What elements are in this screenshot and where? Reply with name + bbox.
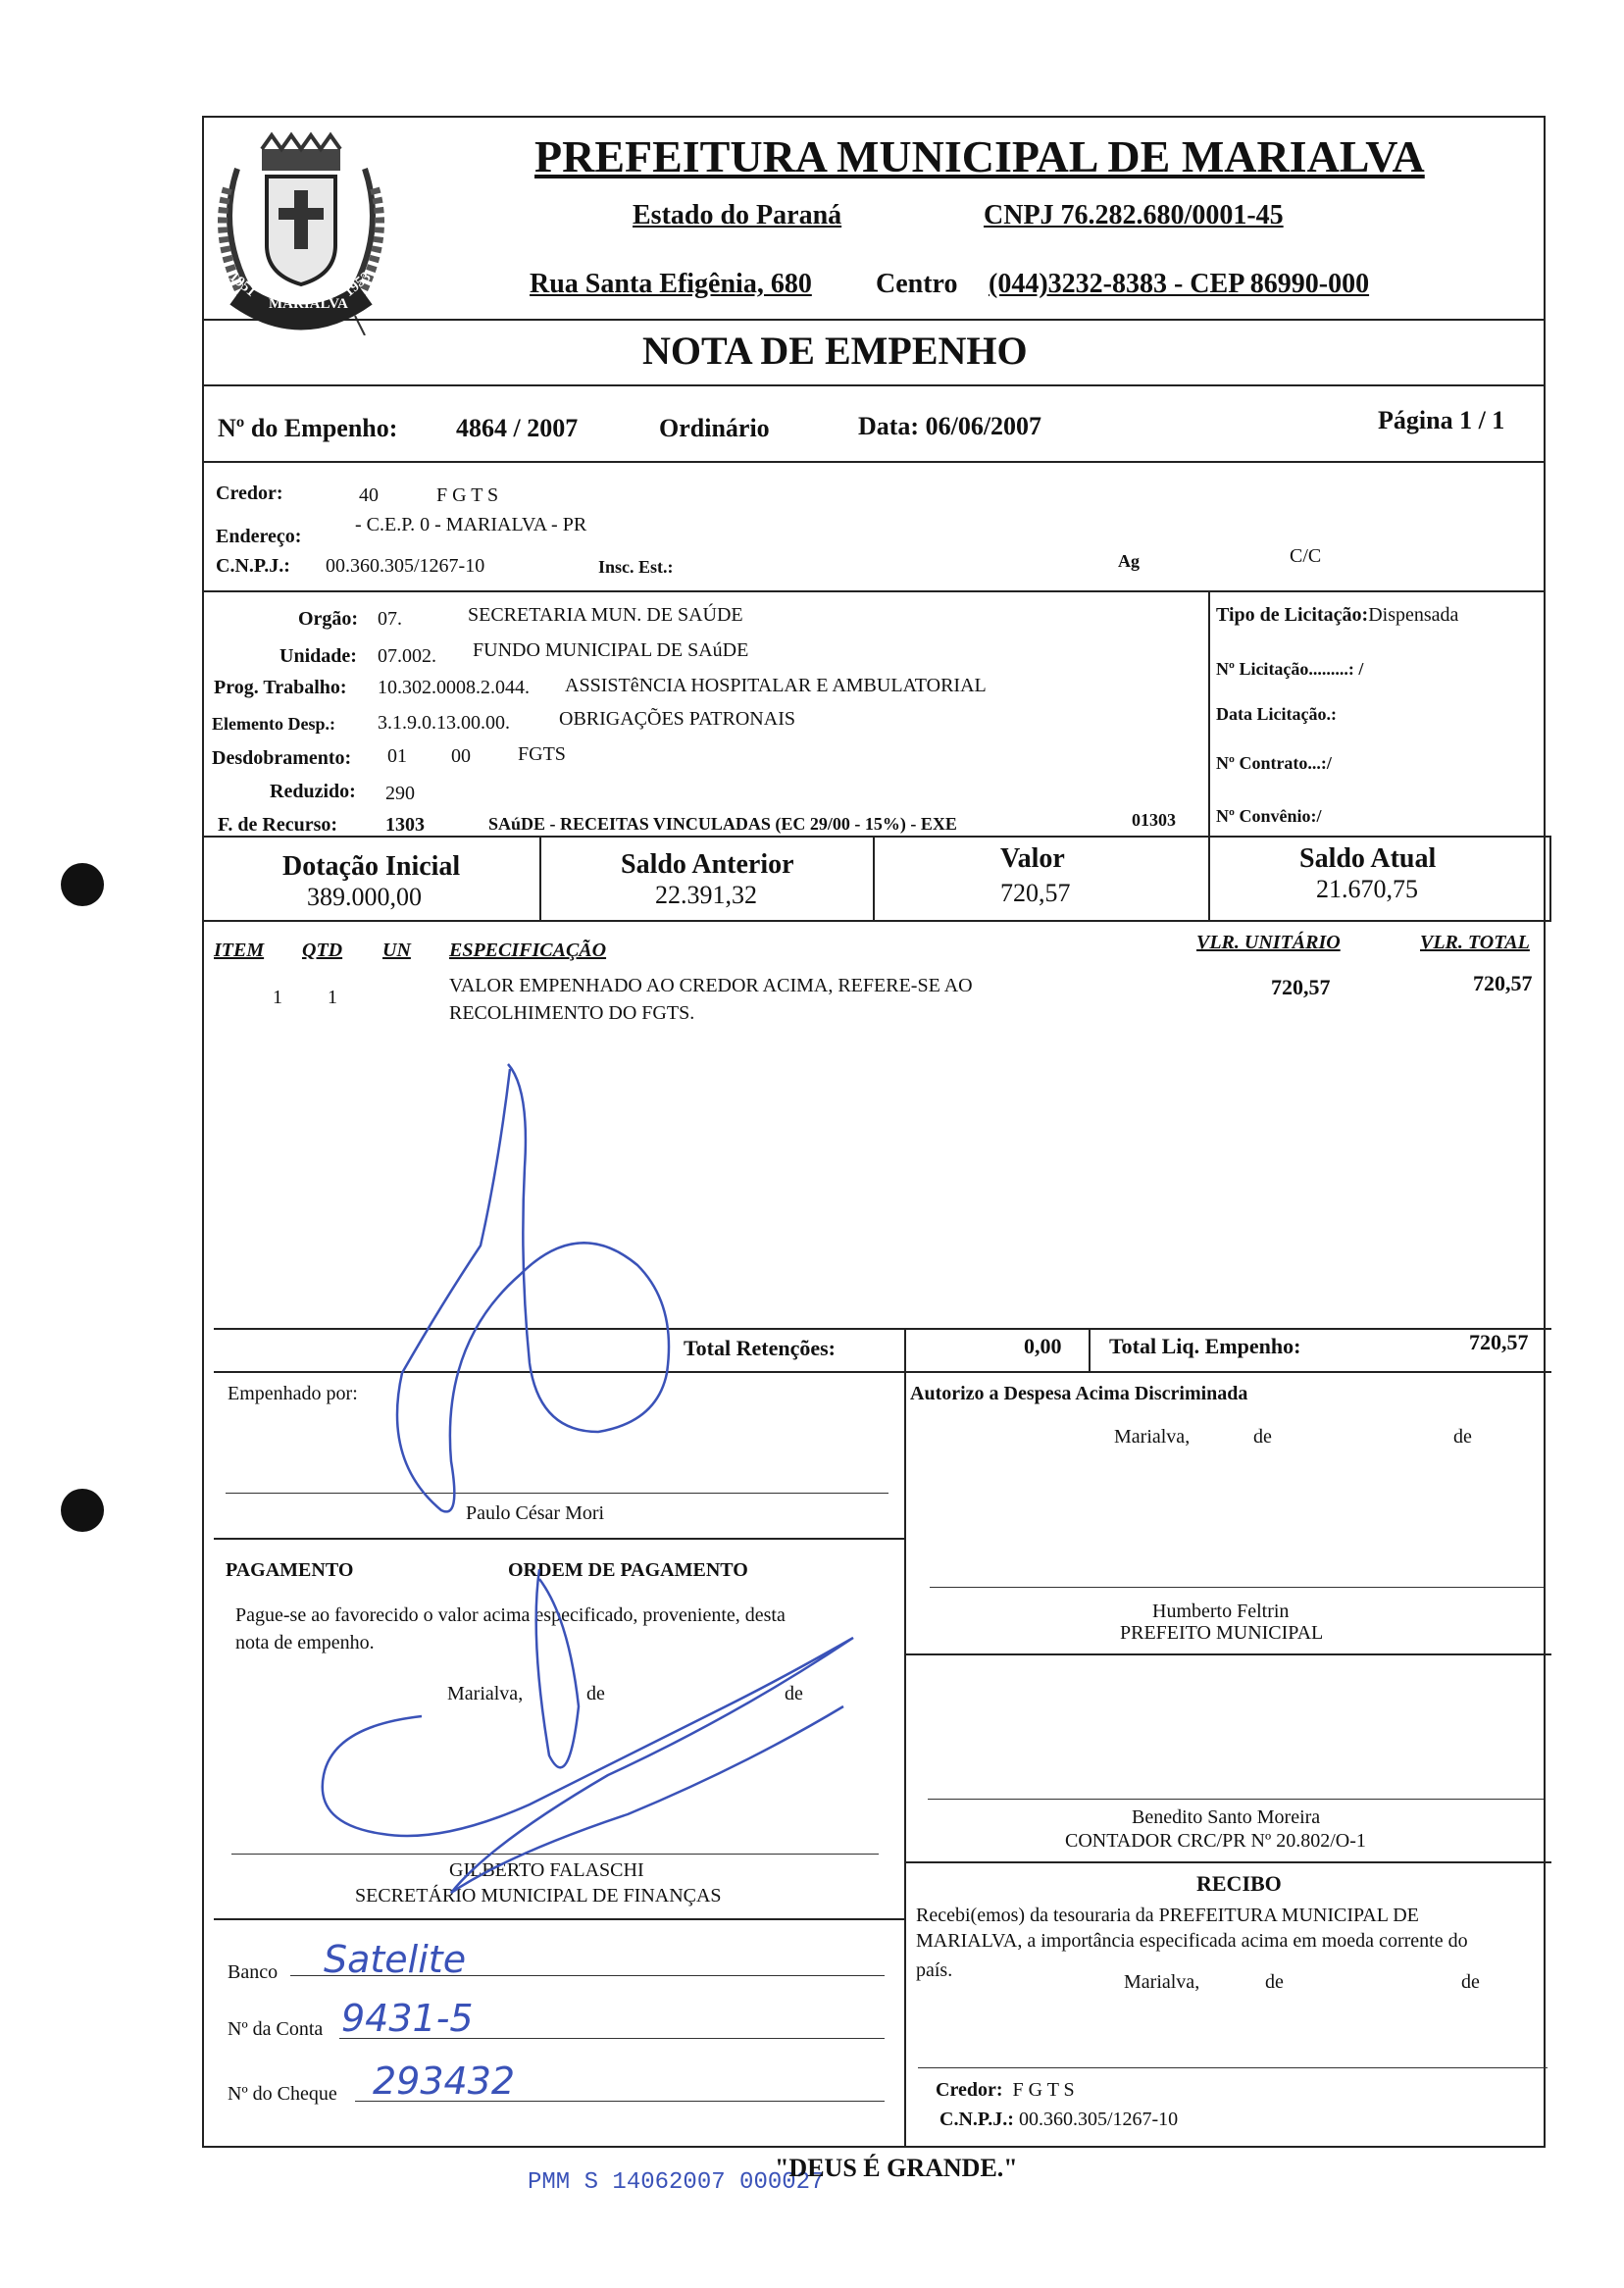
pagamento-de1: de (586, 1683, 605, 1704)
items-header-total: VLR. TOTAL (1420, 932, 1530, 953)
insc-est-label: Insc. Est.: (598, 557, 674, 577)
autorizo-city: Marialva, (1114, 1426, 1191, 1448)
desdobramento-name: FGTS (518, 743, 566, 765)
divider (355, 2101, 885, 2102)
items-header-qtd: QTD (302, 940, 343, 961)
empenhado-por-name: Paulo César Mori (466, 1502, 605, 1524)
licitacao-number: Nº Licitação.........: / (1216, 659, 1364, 679)
cnpj-label: CNPJ 76.282.680/0001-45 (984, 200, 1284, 230)
divider (339, 2038, 885, 2039)
dotacao-inicial-label: Dotação Inicial (282, 851, 461, 882)
empenho-type: Ordinário (659, 414, 770, 442)
divider (202, 461, 1544, 463)
divider (1208, 836, 1210, 920)
punch-hole-top (61, 863, 104, 906)
recurso-label: F. de Recurso: (218, 814, 338, 836)
district-label: Centro (876, 269, 958, 299)
divider (1549, 836, 1551, 920)
ordem-pagamento-label: ORDEM DE PAGAMENTO (508, 1559, 748, 1581)
secretario-name: GILBERTO FALASCHI (449, 1859, 644, 1881)
divider (904, 1861, 1551, 1863)
unidade-code: 07.002. (378, 645, 436, 667)
cheque-label: Nº do Cheque (228, 2083, 337, 2105)
empenho-date: Data: 06/06/2007 (858, 412, 1042, 440)
credor-code: 40 (359, 484, 379, 506)
recibo-de2: de (1461, 1971, 1480, 1993)
prog-trabalho-name: ASSISTêNCIA HOSPITALAR E AMBULATORIAL (565, 675, 987, 696)
valor-label: Valor (1000, 843, 1065, 874)
divider (214, 1538, 904, 1540)
protocol-stamp: PMM S 14062007 000027 (528, 2169, 825, 2196)
unidade-label: Unidade: (279, 645, 357, 667)
recibo-text-line1: Recebi(emos) da tesouraria da PREFEITURA MUNICIPAL DE (916, 1905, 1419, 1926)
items-header-un: UN (382, 940, 411, 961)
convenio-number: Nº Convênio:/ (1216, 806, 1322, 826)
item-total-value: 720,57 (1473, 971, 1533, 995)
recibo-text-line3: país. (916, 1959, 953, 1981)
municipal-crest (208, 129, 394, 335)
divider (930, 1587, 1544, 1588)
signature-secretario (314, 1559, 863, 1912)
signature-prefeito (382, 1049, 696, 1530)
banco-value: Satelite (324, 1938, 467, 1981)
orgao-code: 07. (378, 608, 402, 630)
divider (290, 1975, 885, 1976)
unidade-name: FUNDO MUNICIPAL DE SAúDE (473, 639, 749, 661)
tipo-licitacao-label: Tipo de Licitação: (1216, 604, 1369, 626)
credor-label: Credor: (216, 483, 283, 504)
contador-title: CONTADOR CRC/PR Nº 20.802/O-1 (1065, 1830, 1366, 1852)
document-title: NOTA DE EMPENHO (642, 329, 1028, 373)
contrato-number: Nº Contrato...:/ (1216, 753, 1332, 773)
pagamento-label: PAGAMENTO (226, 1559, 354, 1581)
divider (904, 1328, 906, 1371)
divider (918, 2067, 1548, 2068)
phone-cep-label: (044)3232-8383 - CEP 86990-000 (989, 269, 1370, 299)
items-header-espec: ESPECIFICAÇÃO (449, 940, 607, 961)
state-label: Estado do Paraná (633, 200, 842, 230)
tipo-licitacao-value: Dispensada (1368, 604, 1459, 626)
orgao-label: Orgão: (298, 608, 359, 630)
divider (1208, 590, 1210, 836)
banco-label: Banco (228, 1961, 279, 1983)
divider (202, 836, 1551, 838)
recibo-de1: de (1265, 1971, 1284, 1993)
dotacao-inicial-value: 389.000,00 (307, 883, 422, 911)
recurso-code: 1303 (385, 814, 425, 836)
crest-year-right: 1953 (341, 269, 375, 300)
divider (928, 1799, 1544, 1800)
pagamento-city: Marialva, (447, 1683, 524, 1704)
empenhado-por-label: Empenhado por: (228, 1383, 358, 1404)
empenho-number: 4864 / 2007 (456, 414, 579, 442)
autorizo-label: Autorizo a Despesa Acima Discriminada (910, 1383, 1248, 1404)
desdobramento-a: 01 (387, 745, 407, 767)
item-unit-value: 720,57 (1271, 975, 1331, 999)
recibo-cnpj-value: 00.360.305/1267-10 (1018, 2109, 1179, 2130)
conta-value: 9431-5 (341, 1997, 474, 2040)
municipality-title: PREFEITURA MUNICIPAL DE MARIALVA (534, 131, 1425, 181)
endereco-label: Endereço: (216, 526, 302, 547)
item-qtd: 1 (328, 987, 337, 1008)
autorizo-de2: de (1453, 1426, 1472, 1448)
secretario-title: SECRETÁRIO MUNICIPAL DE FINANÇAS (355, 1885, 722, 1907)
pagamento-text-line1: Pague-se ao favorecido o valor acima especificado, proveniente, desta (235, 1604, 786, 1626)
saldo-atual-label: Saldo Atual (1299, 843, 1437, 874)
item-number: 1 (273, 987, 282, 1008)
crest-name: MARIALVA (269, 296, 348, 312)
recibo-cnpj-label: C.N.P.J.: (939, 2109, 1014, 2130)
divider (873, 836, 875, 920)
prog-trabalho-code: 10.302.0008.2.044. (378, 677, 530, 698)
crest-year-left: 1951 (226, 269, 259, 300)
items-header-item: ITEM (214, 940, 265, 961)
total-liquido-label: Total Liq. Empenho: (1109, 1334, 1301, 1358)
divider (202, 920, 1551, 922)
divider (539, 836, 541, 920)
divider (214, 1918, 904, 1920)
credor-cnpj: 00.360.305/1267-10 (326, 555, 485, 577)
licitacao-date: Data Licitação.: (1216, 704, 1337, 724)
recurso-num: 01303 (1132, 810, 1176, 830)
saldo-anterior-value: 22.391,32 (655, 881, 757, 909)
desdobramento-label: Desdobramento: (212, 747, 352, 769)
recibo-credor-value: F G T S (1012, 2079, 1075, 2101)
ag-label: Ag (1118, 551, 1140, 571)
divider (1089, 1328, 1091, 1371)
reduzido-label: Reduzido: (270, 781, 356, 802)
divider (904, 1653, 1551, 1655)
endereco-value: - C.E.P. 0 - MARIALVA - PR (355, 514, 587, 535)
table-row (202, 971, 1546, 1030)
prefeito-name: Humberto Feltrin (1152, 1601, 1290, 1622)
prefeito-title: PREFEITO MUNICIPAL (1120, 1622, 1324, 1644)
elemento-name: OBRIGAÇÕES PATRONAIS (559, 708, 795, 730)
conta-label: Nº da Conta (228, 2018, 324, 2040)
items-header-unit: VLR. UNITÁRIO (1196, 932, 1341, 953)
total-liquido-value: 720,57 (1469, 1330, 1529, 1354)
tipo-licitacao (1216, 604, 1458, 627)
cheque-value: 293432 (373, 2059, 516, 2103)
reduzido-value: 290 (385, 783, 415, 804)
page-number: Página 1 / 1 (1378, 406, 1505, 434)
pagamento-de2: de (785, 1683, 803, 1704)
cc-label: C/C (1290, 545, 1322, 567)
recibo-credor (936, 2079, 1075, 2102)
empenho-number-label: Nº do Empenho: (218, 414, 398, 442)
pagamento-text-line2: nota de empenho. (235, 1632, 375, 1653)
recibo-city: Marialva, (1124, 1971, 1200, 1993)
valor-value: 720,57 (1000, 879, 1071, 907)
total-retencoes-label: Total Retenções: (684, 1336, 836, 1360)
elemento-label: Elemento Desp.: (212, 714, 335, 734)
recibo-cnpj (939, 2109, 1178, 2131)
prog-trabalho-label: Prog. Trabalho: (214, 677, 347, 698)
credor-cnpj-label: C.N.P.J.: (216, 555, 290, 577)
recibo-credor-label: Credor: (936, 2079, 1003, 2101)
punch-hole-bottom (61, 1489, 104, 1532)
total-retencoes-value: 0,00 (1024, 1334, 1062, 1358)
item-espec-line2: RECOLHIMENTO DO FGTS. (449, 1002, 695, 1024)
divider (202, 384, 1544, 386)
elemento-code: 3.1.9.0.13.00.00. (378, 712, 510, 734)
contador-name: Benedito Santo Moreira (1132, 1806, 1321, 1828)
footer-motto: "DEUS É GRANDE." (775, 2154, 1018, 2182)
address-label: Rua Santa Efigênia, 680 (530, 269, 812, 299)
autorizo-de1: de (1253, 1426, 1272, 1448)
saldo-atual-value: 21.670,75 (1316, 875, 1418, 903)
recurso-name: SAúDE - RECEITAS VINCULADAS (EC 29/00 - 15%) - EXE (488, 814, 957, 834)
divider (202, 590, 1544, 592)
item-espec-line1: VALOR EMPENHADO AO CREDOR ACIMA, REFERE-SE AO (449, 975, 973, 996)
recibo-text-line2: MARIALVA, a importância especificada acima em moeda corrente do (916, 1930, 1468, 1952)
divider (904, 1371, 906, 2146)
divider (202, 319, 1544, 321)
desdobramento-b: 00 (451, 745, 471, 767)
recibo-title: RECIBO (1196, 1871, 1282, 1896)
orgao-name: SECRETARIA MUN. DE SAÚDE (468, 604, 743, 626)
credor-name: F G T S (436, 484, 499, 506)
saldo-anterior-label: Saldo Anterior (621, 849, 794, 880)
